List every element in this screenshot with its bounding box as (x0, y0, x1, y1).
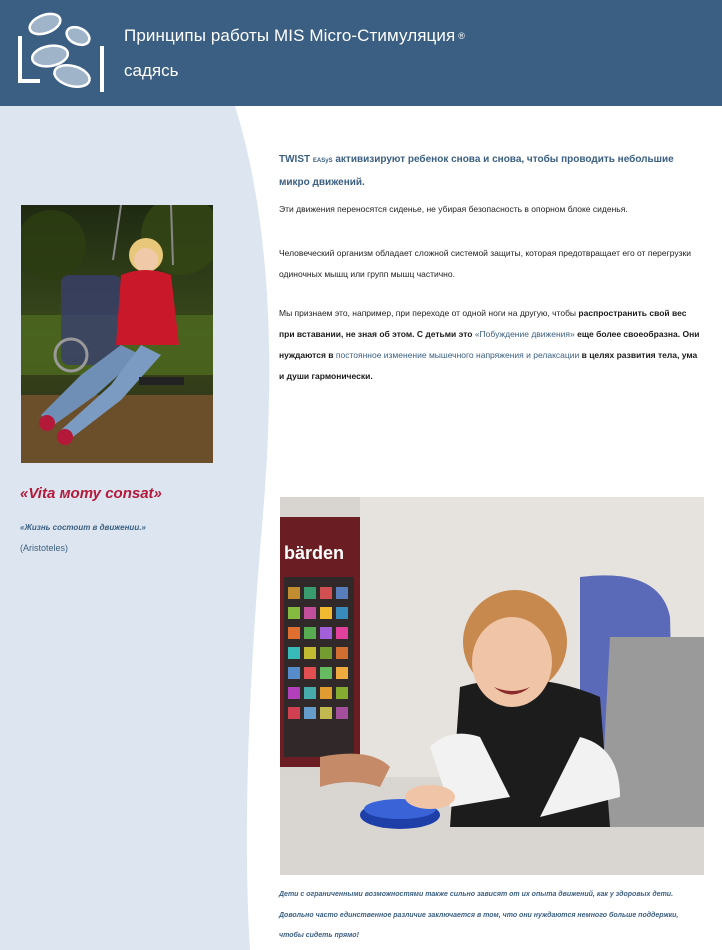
p3-highlight-impulse: «Побуждение движения» (474, 329, 575, 339)
page-title (124, 26, 465, 46)
photo-child-in-seat (280, 497, 704, 875)
header-banner (0, 0, 722, 106)
registered-mark: ® (458, 31, 466, 41)
lead-text: активизируют ребенок снова и снова, чтобы проводить небольшие микро движений. (279, 154, 674, 188)
page-title-text: Принципы работы MIS Micro-Стимуляция (124, 26, 456, 45)
brand-suffix: EASyS (312, 158, 333, 164)
paragraph-movement-impulse (279, 303, 704, 387)
p3-part1: Мы признаем это, например, при переходе от одной ноги на другую, чтобы (279, 308, 577, 318)
photo-caption: Дети с ограниченными возможностями также сильно зависят от их опыта движений, как у здоровых дети. Довольно часто единственное различие заключается в том, что они нуждаются немного больше поддержки, чтобы сидеть прямо! (279, 891, 679, 939)
quote-author: (Aristoteles) (20, 543, 69, 553)
motto-heading: «Vita моту consat» (20, 485, 162, 502)
seat-logo-icon (10, 6, 110, 96)
p3-part2: распространить свой вес при вставании, не зная об этом. С детьми это (279, 308, 687, 339)
p3-part4: в целях развития тела, ума и души гармонически. (279, 350, 698, 381)
paragraph-seat-movement: Эти движения переносятся сиденье, не убирая безопасность в опорном блоке сиденья. (279, 204, 628, 214)
brand-name: TWIST (279, 154, 311, 165)
paragraph-protection-system: Человеческий организм обладает сложной системой защиты, которая предотвращает его от перегрузки одиночных мышц или групп мышц частично. (279, 248, 691, 279)
p3-part3: еще более своеобразна. Они нуждаются в (279, 329, 700, 360)
photo-girl-on-swing (21, 205, 213, 463)
page-subtitle: садясь (124, 61, 179, 80)
lead-paragraph (279, 149, 699, 194)
poster-text: bärden (284, 543, 345, 563)
quote-text: «Жизнь состоит в движении.» (20, 523, 146, 532)
p3-highlight-tension: постоянное изменение мышечного напряжения и релаксации (335, 350, 580, 360)
